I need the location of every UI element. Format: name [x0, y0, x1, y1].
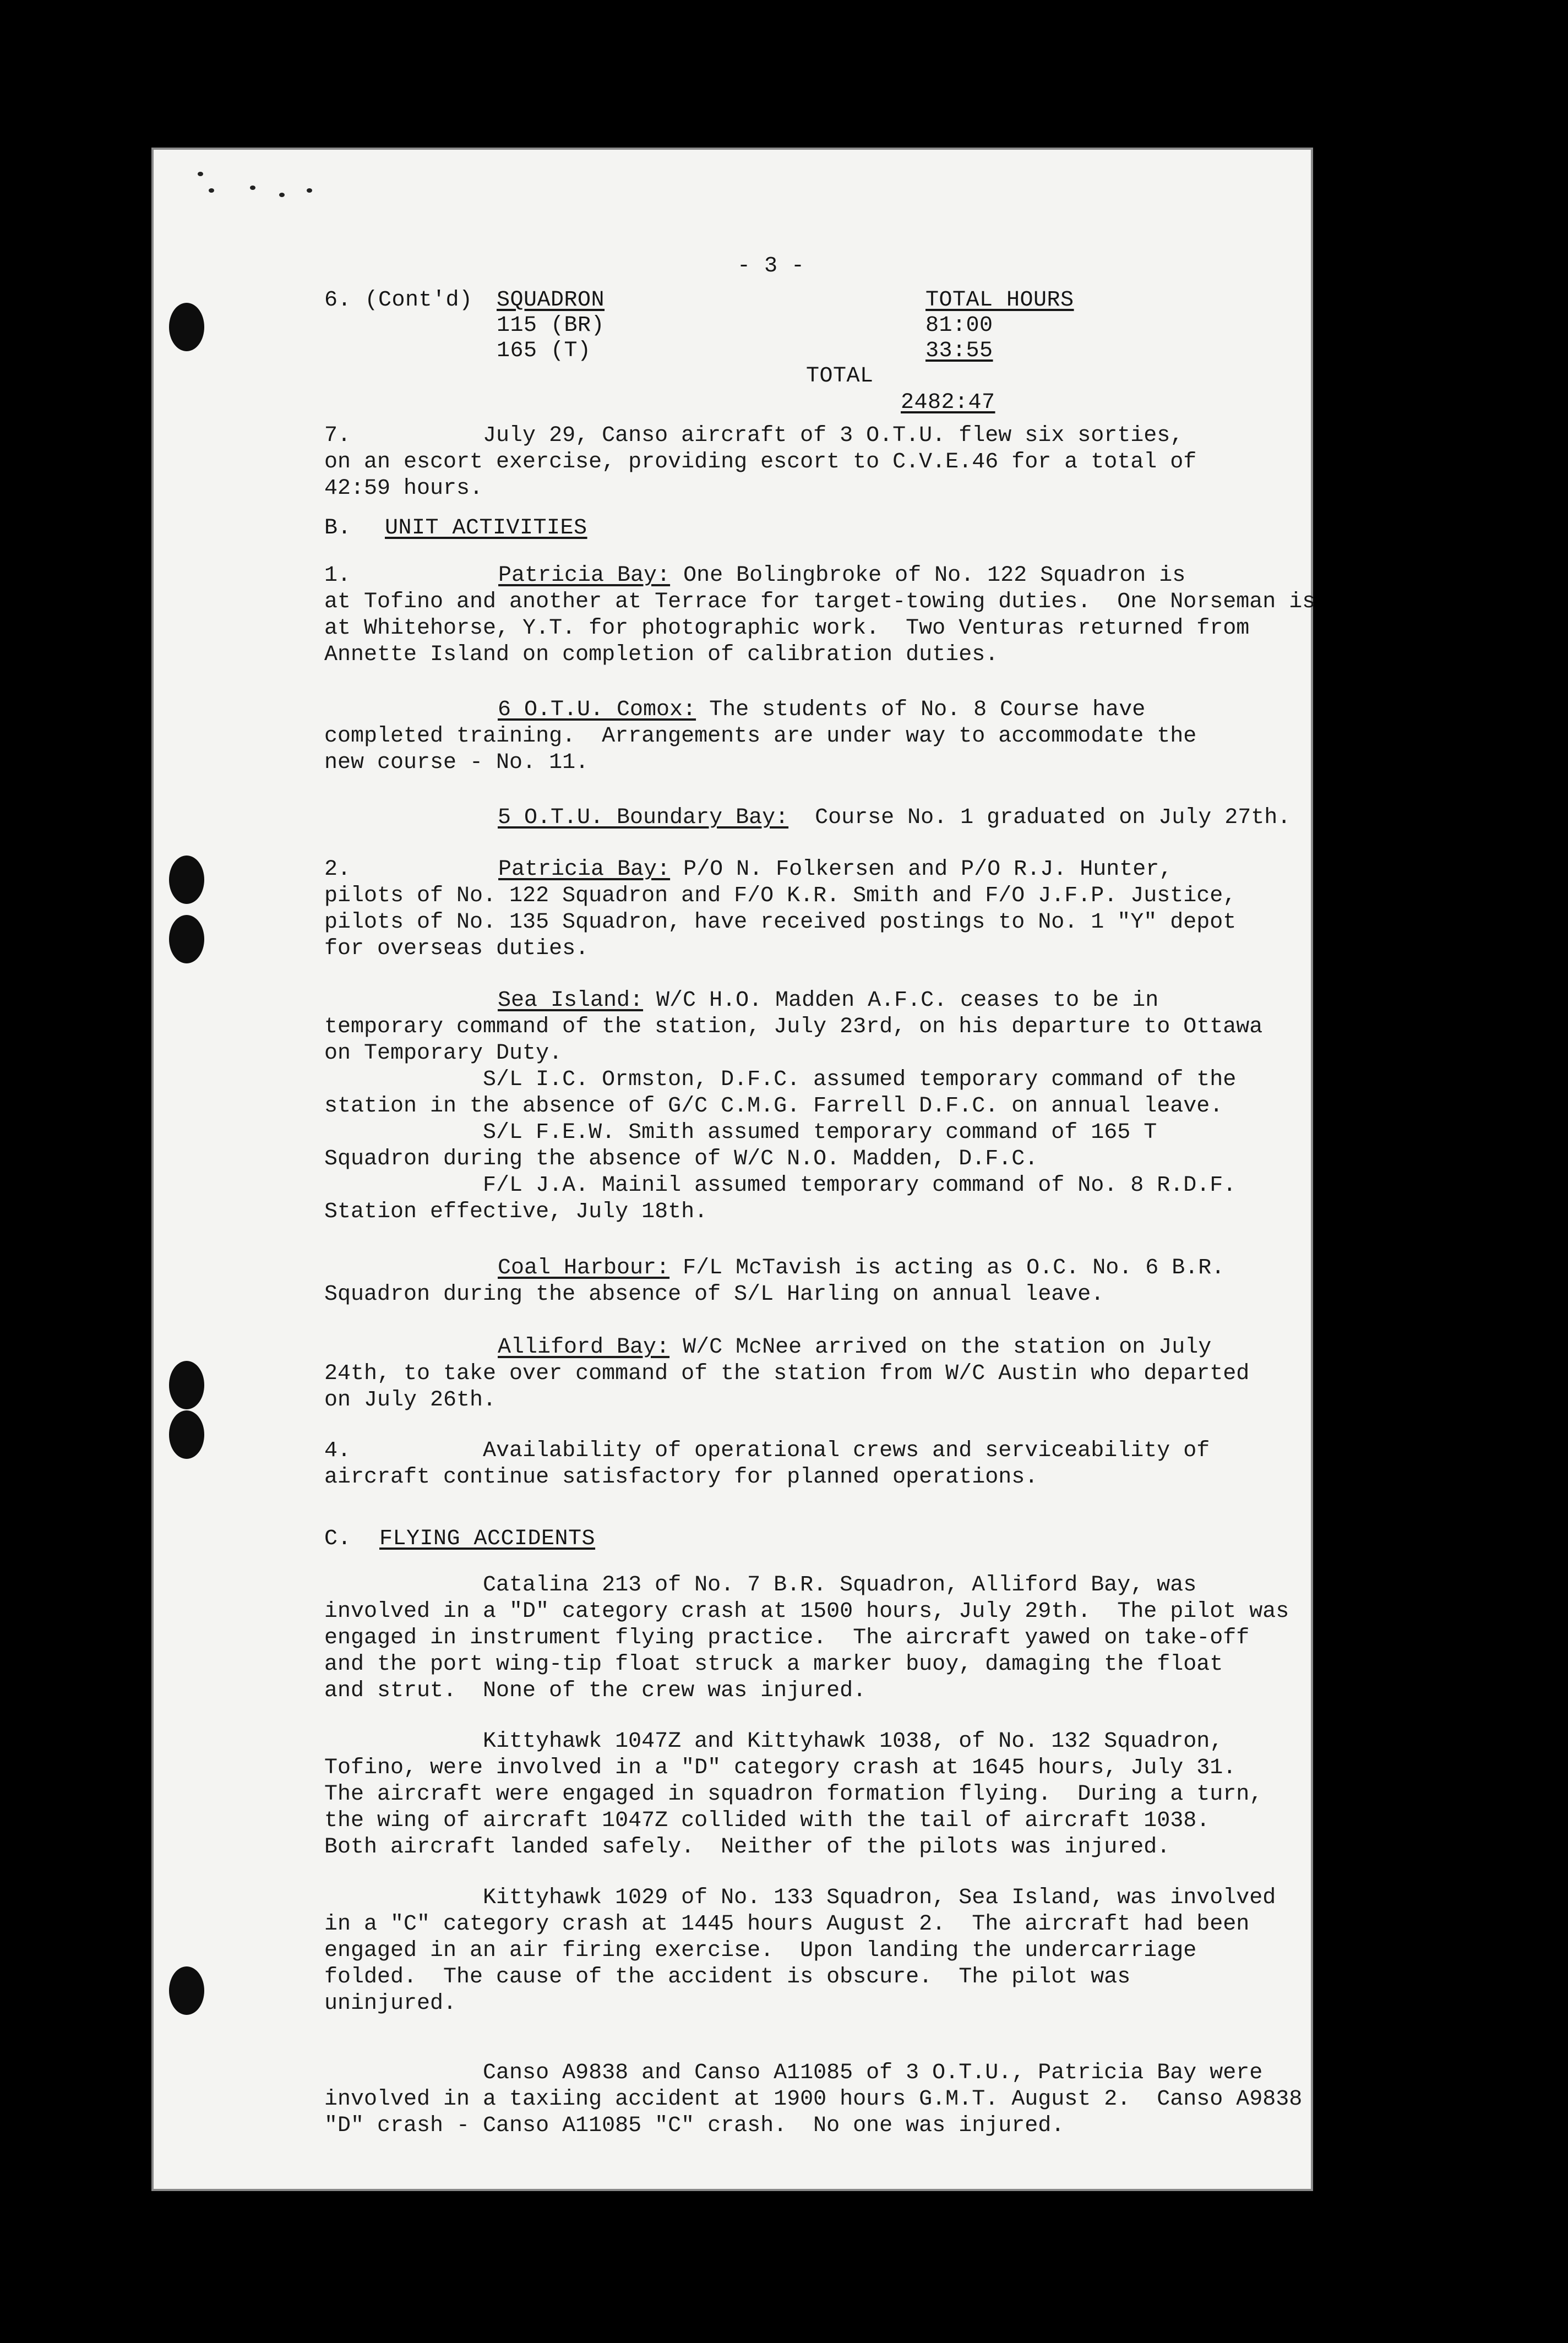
- total-label: TOTAL: [806, 364, 874, 389]
- document-page: [151, 148, 1316, 2191]
- text-line: on July 26th.: [324, 1388, 497, 1413]
- text-line: Tofino, were involved in a "D" category crash at 1645 hours, July 31.: [324, 1756, 1237, 1780]
- text-line: engaged in instrument flying practice. The aircraft yawed on take-off: [324, 1626, 1250, 1650]
- text-line: Catalina 213 of No. 7 B.R. Squadron, Alliford Bay, was: [324, 1573, 1197, 1598]
- text-line: 4. Availability of operational crews and serviceability of: [324, 1439, 1210, 1463]
- text-line: pilots of No. 122 Squadron and F/O K.R. Smith and F/O J.F.P. Justice,: [324, 884, 1237, 908]
- speck: [279, 193, 285, 197]
- location-heading: Patricia Bay:: [498, 857, 671, 882]
- text-line: Canso A9838 and Canso A11085 of 3 O.T.U., Patricia Bay were: [324, 2061, 1263, 2085]
- section-b-title: UNIT ACTIVITIES: [385, 516, 587, 541]
- text-line: completed training. Arrangements are under way to accommodate the: [324, 724, 1197, 749]
- accident-paragraph: [324, 1572, 1289, 1704]
- para-boundary: [324, 805, 1291, 831]
- text-line: involved in a "D" category crash at 1500 hours, July 29th. The pilot was: [324, 1599, 1289, 1624]
- location-heading: 6 O.T.U. Comox:: [498, 698, 696, 722]
- text-line: 24th, to take over command of the station from W/C Austin who departed: [324, 1361, 1250, 1386]
- location-heading: Sea Island:: [498, 988, 644, 1013]
- text-line: in a "C" category crash at 1445 hours August 2. The aircraft had been: [324, 1912, 1250, 1937]
- text-line: on an escort exercise, providing escort to C.V.E.46 for a total of: [324, 450, 1197, 475]
- accident-paragraph: [324, 1885, 1276, 2017]
- text-line: new course - No. 11.: [324, 750, 589, 775]
- hours-cell: 81:00: [925, 313, 993, 338]
- text-line: at Whitehorse, Y.T. for photographic work. Two Venturas returned from: [324, 616, 1250, 641]
- text-line: and the port wing-tip float struck a marker buoy, damaging the float: [324, 1652, 1223, 1677]
- para1: [324, 563, 1315, 668]
- text-line: Annette Island on completion of calibration duties.: [324, 642, 999, 667]
- text-line: 7. July 29, Canso aircraft of 3 O.T.U. flew six sorties,: [324, 423, 1184, 448]
- para4: [324, 1438, 1210, 1491]
- para-number: 1.: [324, 563, 351, 588]
- text-line: P/O N. Folkersen and P/O R.J. Hunter,: [670, 857, 1173, 882]
- text-line: Squadron during the absence of S/L Harling on annual leave.: [324, 1282, 1104, 1307]
- punch-hole: [169, 856, 204, 904]
- text-line: engaged in an air firing exercise. Upon landing the undercarriage: [324, 1938, 1197, 1963]
- total-value: 2482:47: [901, 390, 995, 415]
- hours-cell: 33:55: [925, 339, 993, 363]
- location-heading: Patricia Bay:: [498, 563, 671, 588]
- text-line: F/L J.A. Mainil assumed temporary command of No. 8 R.D.F.: [324, 1173, 1237, 1198]
- total-hours-header: TOTAL HOURS: [925, 288, 1074, 313]
- punch-hole: [169, 1410, 204, 1459]
- para-alliford: [324, 1334, 1249, 1414]
- accident-paragraph: [324, 1729, 1262, 1861]
- punch-hole: [169, 303, 204, 351]
- text-line: "D" crash - Canso A11085 "C" crash. No one was injured.: [324, 2113, 1065, 2138]
- text-line: station in the absence of G/C C.M.G. Farrell D.F.C. on annual leave.: [324, 1094, 1223, 1119]
- text-line: Kittyhawk 1029 of No. 133 Squadron, Sea Island, was involved: [324, 1886, 1276, 1910]
- location-heading: 5 O.T.U. Boundary Bay:: [498, 805, 789, 830]
- location-heading: Coal Harbour:: [498, 1256, 670, 1281]
- text-line: Squadron during the absence of W/C N.O. Madden, D.F.C.: [324, 1147, 1038, 1172]
- text-line: Both aircraft landed safely. Neither of the pilots was injured.: [324, 1835, 1170, 1860]
- text-line: W/C H.O. Madden A.F.C. ceases to be in: [643, 988, 1159, 1013]
- speck: [198, 172, 203, 176]
- punch-hole: [169, 1361, 204, 1409]
- text-line: and strut. None of the crew was injured.: [324, 1679, 867, 1703]
- text-line: 42:59 hours.: [324, 476, 483, 501]
- para-comox: [324, 697, 1196, 776]
- text-line: pilots of No. 135 Squadron, have received postings to No. 1 "Y" depot: [324, 910, 1237, 935]
- punch-hole: [169, 1966, 204, 2015]
- text-line: Station effective, July 18th.: [324, 1200, 708, 1224]
- speck: [307, 188, 312, 193]
- page-number: - 3 -: [737, 254, 805, 279]
- squadron-cell: 115 (BR): [497, 313, 605, 338]
- text-line: uninjured.: [324, 1991, 457, 2016]
- text-line: The students of No. 8 Course have: [696, 698, 1146, 722]
- squadron-header: SQUADRON: [497, 288, 605, 313]
- text-line: W/C McNee arrived on the station on July: [669, 1335, 1212, 1360]
- accident-paragraph: [324, 2060, 1302, 2139]
- text-line: The aircraft were engaged in squadron formation flying. During a turn,: [324, 1782, 1263, 1807]
- section-c-letter: C.: [324, 1527, 352, 1551]
- section7-paragraph: [324, 423, 1196, 502]
- speck: [209, 188, 214, 193]
- para2: [324, 857, 1236, 962]
- text-line: aircraft continue satisfactory for planned operations.: [324, 1465, 1038, 1490]
- text-line: Kittyhawk 1047Z and Kittyhawk 1038, of No. 132 Squadron,: [324, 1729, 1223, 1754]
- section-b-letter: B.: [324, 516, 352, 541]
- text-line: for overseas duties.: [324, 936, 589, 961]
- squadron-cell: 165 (T): [497, 339, 591, 363]
- section-c-title: FLYING ACCIDENTS: [379, 1527, 596, 1551]
- para-coal-harbour: [324, 1255, 1224, 1308]
- text-line: F/L McTavish is acting as O.C. No. 6 B.R.: [669, 1256, 1225, 1281]
- section6-label: 6. (Cont'd): [324, 288, 473, 313]
- para-number: 2.: [324, 857, 351, 882]
- text-line: on Temporary Duty.: [324, 1041, 563, 1066]
- punch-hole: [169, 915, 204, 963]
- text-line: involved in a taxiing accident at 1900 hours G.M.T. August 2. Canso A9838: [324, 2087, 1303, 2112]
- text-line: Course No. 1 graduated on July 27th.: [788, 805, 1291, 830]
- para-sea-island: [324, 988, 1262, 1225]
- speck: [250, 186, 255, 190]
- text-line: temporary command of the station, July 23rd, on his departure to Ottawa: [324, 1015, 1263, 1039]
- text-line: S/L F.E.W. Smith assumed temporary command of 165 T: [324, 1120, 1157, 1145]
- location-heading: Alliford Bay:: [498, 1335, 670, 1360]
- text-line: the wing of aircraft 1047Z collided with the tail of aircraft 1038.: [324, 1808, 1210, 1833]
- text-line: One Bolingbroke of No. 122 Squadron is: [670, 563, 1186, 588]
- text-line: S/L I.C. Ormston, D.F.C. assumed temporary command of the: [324, 1067, 1237, 1092]
- text-line: folded. The cause of the accident is obscure. The pilot was: [324, 1965, 1131, 1990]
- text-line: at Tofino and another at Terrace for target-towing duties. One Norseman is: [324, 590, 1316, 614]
